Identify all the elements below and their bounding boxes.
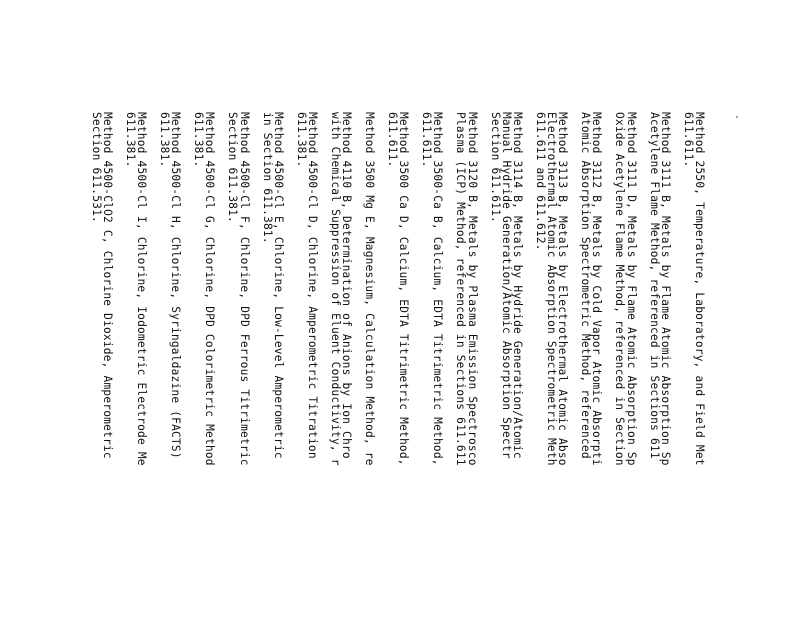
method-entry xyxy=(683,112,705,618)
method-entry-line: Manual Hydride Generation/Atomic Absorption Spectr xyxy=(499,112,513,459)
method-entry-line: Method 2550, Temperature, Laboratory, and Field Met xyxy=(693,112,706,466)
method-entry-line: Section 611.611. xyxy=(488,112,502,223)
method-entry xyxy=(159,112,181,618)
method-entry xyxy=(125,112,147,618)
method-entry-line: 611.611 and 611.612. xyxy=(533,112,547,251)
method-entry-line: Method 4500-Cl D, Chlorine, Amperometric Titration xyxy=(305,112,319,459)
method-entry-line: Method 4110 B, Determination of Anions by Ion Chro xyxy=(340,112,354,459)
method-entry-line: in Section 611.381. xyxy=(260,112,274,244)
method-entry-line: Method 4500-ClO2 C, Chlorine Dioxide, Amperometric xyxy=(100,112,114,459)
method-entry xyxy=(387,112,409,618)
method-entry xyxy=(261,112,283,618)
method-entry-line: 611.381. xyxy=(192,112,206,168)
method-entry-line: Method 3500 Mg E, Magnesium, Calculation Method, re xyxy=(363,112,377,466)
method-entry-line: Section 611.381. xyxy=(226,112,240,223)
method-entry xyxy=(193,112,215,618)
entry-spacer xyxy=(284,112,296,618)
method-entry-line: Method 4500-Cl I, Chlorine, Iodometric Electrode Me xyxy=(135,112,149,466)
entry-spacer xyxy=(671,112,683,618)
method-entry xyxy=(330,112,352,618)
entry-spacer xyxy=(523,112,535,618)
entry-spacer xyxy=(409,112,421,618)
method-entry-line: 611.381. xyxy=(123,112,137,168)
method-entry xyxy=(535,112,569,618)
entry-spacer xyxy=(147,112,159,618)
method-entry xyxy=(648,112,670,618)
method-entry xyxy=(421,112,443,618)
method-entry xyxy=(455,112,477,618)
scan-speck xyxy=(736,116,738,118)
method-entry-line: with Chemical Suppression of Eluent Conductivity, r xyxy=(328,112,342,466)
method-entry-line: Atomic Absorption Spectrometric Method, referenced xyxy=(579,112,593,459)
method-entry xyxy=(227,112,249,618)
method-entry-line: Method 3500-Ca B, Calcium, EDTA Titrimetric Method, xyxy=(431,112,445,466)
entry-spacer xyxy=(113,112,125,618)
method-entry xyxy=(296,112,318,618)
method-entry-line: 611.381. xyxy=(294,112,308,168)
method-entry xyxy=(614,112,636,618)
method-entry-line: Method 3114 B, Metals by Hydride Generation/Atomic xyxy=(510,112,524,459)
method-entry-line: Method 3111 B, Metals by Flame Atomic Absorption Sp xyxy=(658,112,672,466)
method-entry-line: Method 3111 D, Metals by Flame Atomic Absorption Sp xyxy=(624,112,638,466)
method-entry-line: Method 3500 Ca D, Calcium, EDTA Titrimetric Method, xyxy=(397,112,411,466)
method-entry-line: Method 4500-Cl G, Chlorine, DPD Colorimetric Method xyxy=(203,112,217,466)
method-entry-line: Electrothermal Atomic Absorption Spectrometric Meth xyxy=(545,112,559,466)
method-entry-line: Acetylene Flame Method, referenced in Sections 611 xyxy=(647,112,661,459)
method-entry-line: Plasma (ICP) Method, referenced in Sections 611.611 xyxy=(454,112,468,466)
entry-spacer xyxy=(375,112,387,618)
method-entry-line: Method 4500-Cl H, Chlorine, Syringaldazine (FACTS) xyxy=(169,112,183,459)
method-entry-line: Section 611.531. xyxy=(89,112,103,223)
entry-spacer xyxy=(181,112,193,618)
entry-spacer xyxy=(250,112,262,618)
method-entry xyxy=(580,112,602,618)
rotated-text-block xyxy=(91,112,705,618)
method-entry-line: Method 3112 B, Metals by Cold Vapor Atomic Absorpti xyxy=(590,112,604,466)
method-entry xyxy=(489,112,523,618)
method-entry-line: Method 4500-Cl E, Chlorine, Low-Level Amperometric xyxy=(271,112,285,459)
entry-spacer xyxy=(318,112,330,618)
method-entry-line: Method 3120 B, Metals by Plasma Emission Spectrosco xyxy=(465,112,479,466)
method-entry-line: Oxide Acetylene Flame Method, referenced in Section xyxy=(613,112,627,466)
method-entry-line: Method 3113 B, Metals by Electrothermal Atomic Abso xyxy=(556,112,570,466)
method-entry-line: 611.611. xyxy=(420,112,434,168)
entry-spacer xyxy=(637,112,649,618)
entry-spacer xyxy=(478,112,490,618)
method-list xyxy=(91,112,705,618)
method-entry-line: 611.381. xyxy=(158,112,172,168)
method-entry-line: Method 4500-Cl F, Chlorine, DPD Ferrous Titrimetric xyxy=(237,112,251,466)
method-entry-line: 611.611. xyxy=(386,112,400,168)
method-entry xyxy=(91,112,113,618)
method-entry xyxy=(364,112,375,618)
method-entry-line: 611.611. xyxy=(681,112,695,168)
